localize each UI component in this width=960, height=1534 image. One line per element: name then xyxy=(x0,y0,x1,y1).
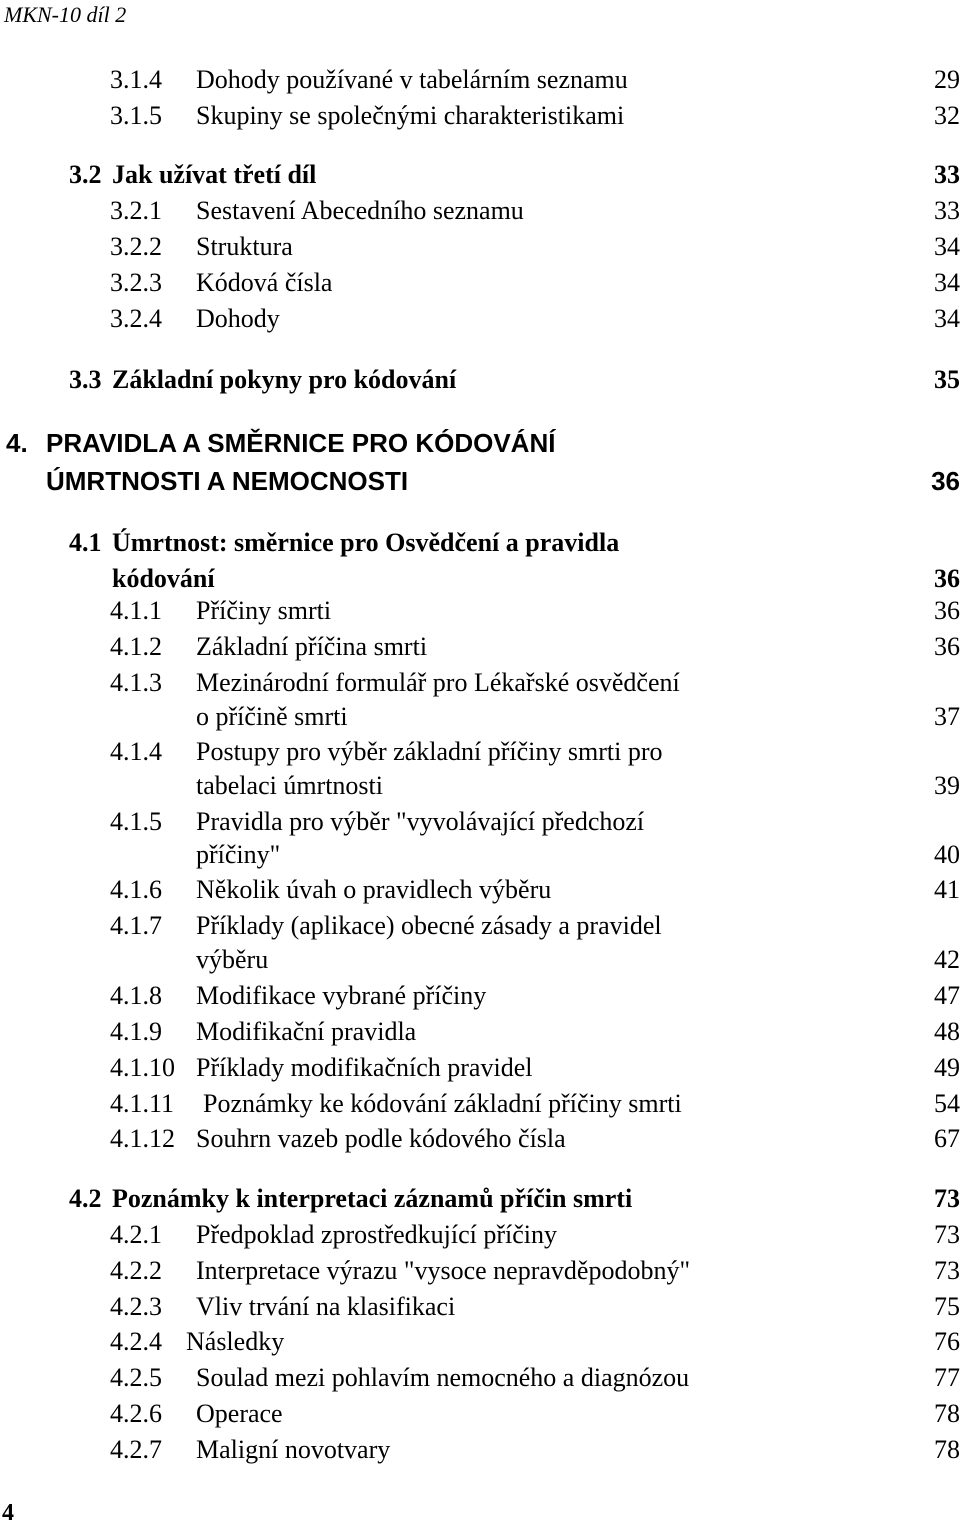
toc-entry-number: 3.3 xyxy=(69,365,102,394)
toc-entry-page: 36 xyxy=(934,632,960,661)
toc-entry-page: 41 xyxy=(934,875,960,904)
toc-entry-number: 4.2.1 xyxy=(110,1220,162,1249)
toc-entry-page: 29 xyxy=(934,65,960,94)
toc-entry-title: Modifikační pravidla xyxy=(196,1017,417,1046)
toc-entry-page: 73 xyxy=(934,1184,960,1213)
toc-entry-title: PRAVIDLA A SMĚRNICE PRO KÓDOVÁNÍ xyxy=(46,428,556,458)
toc-entry xyxy=(0,1289,960,1325)
toc-entry xyxy=(0,62,960,98)
toc-section-entry xyxy=(0,525,960,561)
toc-entry-number: 4. xyxy=(6,428,28,458)
toc-entry-continued xyxy=(0,837,960,873)
toc-entry-number: 4.1.12 xyxy=(110,1124,175,1153)
toc-entry xyxy=(0,1396,960,1432)
toc-entry-number: 4.1.2 xyxy=(110,632,162,661)
toc-entry-page: 36 xyxy=(931,466,960,496)
toc-entry-page: 47 xyxy=(934,981,960,1010)
toc-entry-title: Souhrn vazeb podle kódového čísla xyxy=(196,1124,566,1153)
toc-entry xyxy=(0,229,960,265)
toc-entry-title: Interpretace výrazu "vysoce nepravděpodobný" xyxy=(196,1256,691,1285)
toc-entry-title: Základní příčina smrti xyxy=(196,632,428,661)
toc-entry-title: Mezinárodní formulář pro Lékařské osvědčení xyxy=(196,668,680,697)
toc-entry-title: Dohody používané v tabelárním seznamu xyxy=(196,65,628,94)
toc-entry xyxy=(0,193,960,229)
toc-entry-title: Kódová čísla xyxy=(196,268,333,297)
toc-entry-number: 4.1.8 xyxy=(110,981,162,1010)
toc-entry-number: 4.1.7 xyxy=(110,911,162,940)
toc-entry-continued xyxy=(0,942,960,978)
toc-entry-title: Struktura xyxy=(196,232,293,261)
toc-entry-page: 54 xyxy=(934,1089,960,1118)
toc-entry-page: 37 xyxy=(934,702,960,731)
toc-entry xyxy=(0,593,960,629)
toc-entry-page: 76 xyxy=(934,1327,960,1356)
toc-entry xyxy=(0,98,960,134)
toc-entry xyxy=(0,978,960,1014)
toc-section-entry xyxy=(0,362,960,398)
toc-entry-title: Pravidla pro výběr "vyvolávající předchozí xyxy=(196,807,645,836)
toc-entry xyxy=(0,1050,960,1086)
toc-entry-title: Sestavení Abecedního seznamu xyxy=(196,196,524,225)
toc-entry-page: 33 xyxy=(934,160,960,189)
toc-entry-page: 75 xyxy=(934,1292,960,1321)
toc-entry-number: 4.1.4 xyxy=(110,737,162,766)
running-head: MKN-10 díl 2 xyxy=(4,2,127,27)
toc-entry-title: Předpoklad zprostředkující příčiny xyxy=(196,1220,558,1249)
toc-entry-title: Jak užívat třetí díl xyxy=(112,160,317,189)
toc-entry-page: 39 xyxy=(934,771,960,800)
toc-entry-title-line2: výběru xyxy=(196,945,269,974)
toc-entry-title: Maligní novotvary xyxy=(196,1435,391,1464)
toc-entry-number: 4.2.5 xyxy=(110,1363,162,1392)
toc-chapter-entry xyxy=(0,425,960,461)
toc-entry-page: 34 xyxy=(934,232,960,261)
toc-entry xyxy=(0,734,960,770)
toc-entry-number: 4.2.4 xyxy=(110,1327,162,1356)
toc-entry-title: Operace xyxy=(196,1399,283,1428)
toc-entry-number: 4.1.5 xyxy=(110,807,162,836)
toc-entry-title: Soulad mezi pohlavím nemocného a diagnózou xyxy=(196,1363,690,1392)
toc-entry-page: 67 xyxy=(934,1124,960,1153)
toc-entry-title: Několik úvah o pravidlech výběru xyxy=(196,875,552,904)
toc-entry-title: Skupiny se společnými charakteristikami xyxy=(196,101,625,130)
toc-entry xyxy=(0,872,960,908)
toc-entry-number: 3.2 xyxy=(69,160,102,189)
toc-entry-title-line2: tabelaci úmrtnosti xyxy=(196,771,384,800)
toc-entry-title: Příčiny smrti xyxy=(196,596,332,625)
toc-entry-number: 4.1.10 xyxy=(110,1053,175,1082)
toc-entry-number: 3.2.4 xyxy=(110,304,162,333)
toc-entry-number: 4.2 xyxy=(69,1184,102,1213)
toc-entry xyxy=(0,1360,960,1396)
toc-entry-continued xyxy=(0,768,960,804)
toc-entry xyxy=(0,804,960,840)
toc-section-entry xyxy=(0,157,960,193)
toc-entry-title-line2: kódování xyxy=(112,564,215,593)
toc-entry-number: 3.2.3 xyxy=(110,268,162,297)
toc-entry xyxy=(0,665,960,701)
toc-section-entry-continued xyxy=(0,561,960,597)
toc-entry xyxy=(0,1217,960,1253)
toc-entry-page: 77 xyxy=(934,1363,960,1392)
toc-entry xyxy=(0,1014,960,1050)
toc-entry-title: Následky xyxy=(186,1327,285,1356)
toc-entry-page: 40 xyxy=(934,840,960,869)
toc-entry-number: 3.2.1 xyxy=(110,196,162,225)
toc-entry-title-line2: ÚMRTNOSTI A NEMOCNOSTI xyxy=(46,466,409,496)
toc-entry-title-line2: o příčině smrti xyxy=(196,702,348,731)
toc-entry-page: 36 xyxy=(934,564,960,593)
toc-entry-number: 4.1 xyxy=(69,528,102,557)
toc-entry xyxy=(0,1253,960,1289)
toc-entry-number: 4.2.7 xyxy=(110,1435,162,1464)
toc-entry-page: 73 xyxy=(934,1256,960,1285)
toc-entry-title: Vliv trvání na klasifikaci xyxy=(196,1292,456,1321)
toc-entry-page: 35 xyxy=(934,365,960,394)
toc-entry-page: 48 xyxy=(934,1017,960,1046)
toc-entry-number: 3.1.4 xyxy=(110,65,162,94)
toc-entry-number: 3.1.5 xyxy=(110,101,162,130)
toc-entry-number: 4.2.2 xyxy=(110,1256,162,1285)
toc-section-entry xyxy=(0,1181,960,1217)
page-number: 4 xyxy=(2,1500,14,1526)
toc-entry-title: Dohody xyxy=(196,304,280,333)
toc-entry-number: 4.1.9 xyxy=(110,1017,162,1046)
toc-entry-page: 32 xyxy=(934,101,960,130)
toc-entry-number: 4.1.3 xyxy=(110,668,162,697)
toc-entry xyxy=(0,1086,960,1122)
toc-entry-number: 4.2.6 xyxy=(110,1399,162,1428)
toc-entry-page: 34 xyxy=(934,304,960,333)
toc-entry-page: 34 xyxy=(934,268,960,297)
toc-entry-number: 4.1.11 xyxy=(110,1089,175,1118)
toc-entry-number: 4.2.3 xyxy=(110,1292,162,1321)
toc-entry-page: 49 xyxy=(934,1053,960,1082)
toc-entry-page: 42 xyxy=(934,945,960,974)
toc-entry-title: Příklady modifikačních pravidel xyxy=(196,1053,533,1082)
toc-entry xyxy=(0,301,960,337)
toc-entry xyxy=(0,908,960,944)
toc-entry-page: 78 xyxy=(934,1435,960,1464)
toc-entry-title: Postupy pro výběr základní příčiny smrti pro xyxy=(196,737,663,766)
toc-entry xyxy=(0,265,960,301)
toc-entry-page: 78 xyxy=(934,1399,960,1428)
toc-entry-title: Základní pokyny pro kódování xyxy=(112,365,457,394)
toc-entry-title: Modifikace vybrané příčiny xyxy=(196,981,487,1010)
toc-entry-number: 3.2.2 xyxy=(110,232,162,261)
toc-entry-page: 36 xyxy=(934,596,960,625)
toc-chapter-entry-continued xyxy=(0,463,960,499)
toc-entry-number: 4.1.1 xyxy=(110,596,162,625)
toc-entry-page: 73 xyxy=(934,1220,960,1249)
toc-entry-title: Příklady (aplikace) obecné zásady a pravidel xyxy=(196,911,662,940)
toc-entry-continued xyxy=(0,699,960,735)
toc-entry-title: Poznámky ke kódování základní příčiny smrti xyxy=(203,1089,682,1118)
toc-entry-title: Úmrtnost: směrnice pro Osvědčení a pravidla xyxy=(112,528,620,557)
toc-entry-number: 4.1.6 xyxy=(110,875,162,904)
toc-entry xyxy=(0,1324,960,1360)
toc-entry xyxy=(0,1121,960,1157)
toc-entry-title: Poznámky k interpretaci záznamů příčin smrti xyxy=(112,1184,633,1213)
toc-entry xyxy=(0,629,960,665)
toc-entry-title-line2: příčiny" xyxy=(196,840,281,869)
toc-entry xyxy=(0,1432,960,1468)
toc-entry-page: 33 xyxy=(934,196,960,225)
